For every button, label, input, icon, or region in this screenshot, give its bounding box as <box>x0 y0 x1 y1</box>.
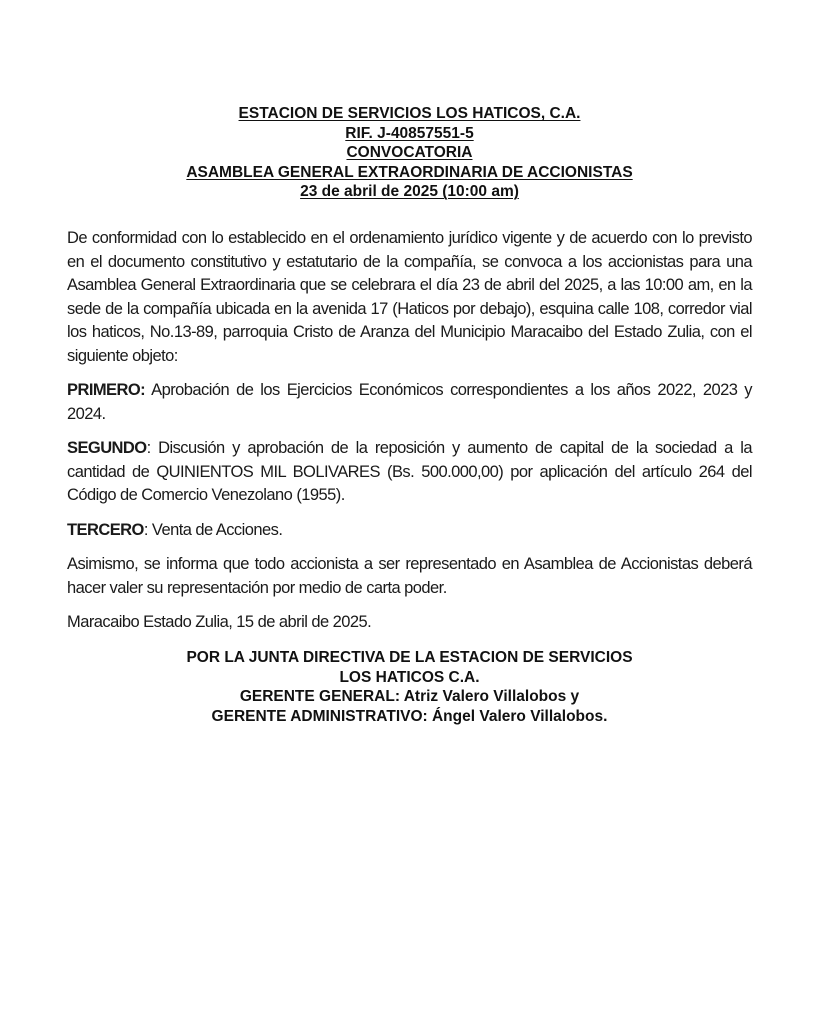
agenda-item-segundo <box>67 437 752 508</box>
signature-block <box>0 648 819 726</box>
proxy-notice-paragraph: Asimismo, se informa que todo accionista a ser representado en Asamblea de Accionistas deberá hacer valer su representación por medio de carta poder. <box>67 555 752 597</box>
document-header <box>0 104 819 202</box>
signature-line-general-manager: GERENTE GENERAL: Atriz Valero Villalobos y <box>239 688 580 705</box>
assembly-title: ASAMBLEA GENERAL EXTRAORDINARIA DE ACCIONISTAS <box>186 163 633 181</box>
assembly-date-time: 23 de abril de 2025 (10:00 am) <box>300 183 519 200</box>
signature-line-board: POR LA JUNTA DIRECTIVA DE LA ESTACION DE SERVICIOS <box>186 649 633 666</box>
agenda-item-label: TERCERO <box>67 520 144 539</box>
agenda-item-separator: : <box>146 439 151 457</box>
agenda-item-tercero <box>67 519 752 543</box>
agenda-item-text: Aprobación de los Ejercicios Económicos correspondientes a los años 2022, 2023 y 2024. <box>67 381 752 423</box>
place-and-date: Maracaibo Estado Zulia, 15 de abril de 2025. <box>67 613 372 631</box>
agenda-item-label: PRIMERO: <box>67 381 146 399</box>
signature-line-company: LOS HATICOS C.A. <box>339 668 480 686</box>
agenda-item-text: Discusión y aprobación de la reposición y aumento de capital de la sociedad a la cantidad de QUINIENTOS MIL BOLIVARES (Bs. 500.000,00) por aplicación del artículo 264 del Código de Comercio Venezolano (1955). <box>67 439 752 504</box>
rif-number: RIF. J-40857551-5 <box>345 124 474 142</box>
document-type: CONVOCATORIA <box>346 144 473 161</box>
company-name: ESTACION DE SERVICIOS LOS HATICOS, C.A. <box>238 105 581 122</box>
agenda-item-separator: : <box>143 520 148 539</box>
document-body <box>67 227 752 646</box>
intro-paragraph: De conformidad con lo establecido en el ordenamiento jurídico vigente y de acuerdo con lo previsto en el documento constitutivo y estatutario de la compañía, se convoca a los accionistas para una Asamblea General Extraordinaria que se celebrara el día 23 de abril del 2025, a las 10:00 am, en la sede de la compañía ubicada en la avenida 17 (Haticos por debajo), esquina calle 108, corredor vial los haticos, No.13-89, parroquia Cristo de Aranza del Municipio Maracaibo del Estado Zulia, con el siguiente objeto: <box>67 229 752 365</box>
agenda-item-primero <box>67 379 752 426</box>
signature-line-admin-manager: GERENTE ADMINISTRATIVO: Ángel Valero Villalobos. <box>211 707 608 725</box>
agenda-item-text: Venta de Acciones. <box>147 520 283 539</box>
agenda-item-label: SEGUNDO <box>67 439 147 457</box>
